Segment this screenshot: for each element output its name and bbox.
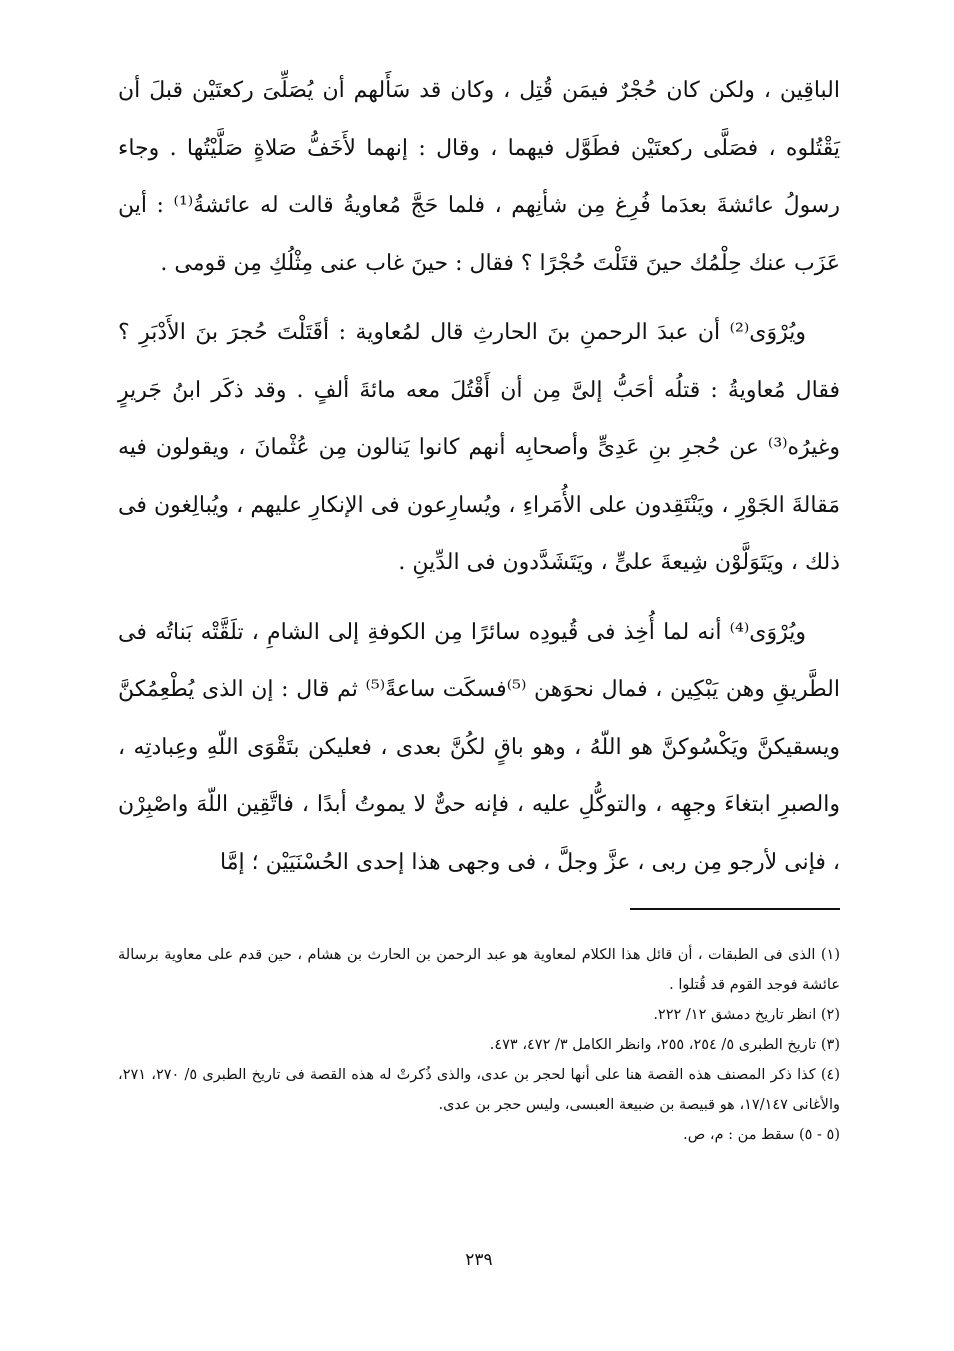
paragraph: الباقِين ، ولكن كان حُجْرٌ فيمَن قُتِل ، وكان قد سَأَلهم أن يُصَلِّىَ ركعتَيْن قبلَ أن يَقْتُلوه ، فصَلَّى ركعتَيْن فطَوَّل فيهما ، وقال : إنهما لأَخَفُّ صَلاةٍ صَلَّيْتُها . وجاء رسولُ عائشةَ بعدَما فُرِغ مِن شأنِهم ، فلما حَجَّ مُعاويةُ قالت له عائشةُ⁽¹⁾ : أين عَزَب عنك حِلْمُك حينَ قتَلْتَ حُجْرًا ؟ فقال : حينَ غاب عنى مِثْلُكِ مِن قومى . <box>118 78 840 276</box>
footnote: (١) الذى فى الطبقات ، أن قائل هذا الكلام لمعاوية هو عبد الرحمن بن الحارث بن هشام ، حين قدم على معاوية برسالة عائشة فوجد القوم قد قُتلوا . <box>118 947 840 993</box>
footnote: (٥ - ٥) سقط من : م، ص. <box>683 1127 840 1143</box>
footnote: (٢) انظر تاريخ دمشق ١٢/ ٢٢٢. <box>653 1007 840 1023</box>
page-number: ٢٣٩ <box>465 1250 493 1270</box>
footnote: (٤) كذا ذكر المصنف هذه القصة هنا على أنها لحجر بن عدى، والذى ذُكرتْ له هذه القصة فى تاريخ الطبرى ٥/ ٢٧٠، ٢٧١، والأغانى ١٧/١٤٧، هو قبيصة بن ضبيعة العبسى، وليس حجر بن عدى. <box>118 1067 840 1113</box>
paragraph: ويُرْوَى⁽²⁾ أن عبدَ الرحمنِ بنَ الحارثِ قال لمُعاوية : أقَتَلْتَ حُجرَ بنَ الأَدْبَرِ ؟ فقال مُعاويةُ : قتلُه أحَبُّ إلىَّ مِن أن أَقْتُلَ معه مائةَ ألفٍ . وقد ذكَر ابنُ جَريرٍ وغيرُه⁽³⁾ عن حُجرِ بنِ عَدِىٍّ وأصحابِه أنهم كانوا يَنالون مِن عُثْمانَ ، ويقولون فيه مَقالةَ الجَوْرِ ، ويَنْتَقِدون على الأُمَراءِ ، ويُسارِعون فى الإنكارِ عليهم ، ويُبالِغون فى ذلك ، ويَتَوَلَّوْن شِيعةَ علىٍّ ، ويَتَشَدَّدون فى الدِّينِ . <box>118 320 840 575</box>
footnotes <box>118 940 840 1150</box>
footnote-separator <box>630 908 840 910</box>
main-text <box>118 62 840 891</box>
footnote: (٣) تاريخ الطبرى ٥/ ٢٥٤، ٢٥٥، وانظر الكامل ٣/ ٤٧٢، ٤٧٣. <box>489 1037 840 1053</box>
paragraph: ويُرْوَى⁽⁴⁾ أنه لما أُخِذ فى قُيودِه سائرًا مِن الكوفةِ إلى الشامِ ، تلَقَّتْه بَناتُه فى الطَّريقِ وهن يَبْكِين ، فمال نحوَهن ⁽⁵⁾فسكَت ساعةً⁽⁵⁾ ثم قال : إن الذى يُطْعِمُكنَّ ويسقيكنَّ ويَكْسُوكنَّ هو اللّهُ ، وهو باقٍ لكُنَّ بعدى ، فعليكن بتَقْوَى اللّهِ وعِبادتِه ، والصبرِ ابتغاءَ وجهِه ، والتوكُّلِ عليه ، فإنه حىٌّ لا يموتُ أبدًا ، فاتَّقِين اللّهَ واصْبِرْن ، فإنى لأرجو مِن ربى ، عزَّ وجلَّ ، فى وجهى هذا إحدى الحُسْنَيَيْن ؛ إمَّا <box>118 619 840 875</box>
book-page <box>118 62 840 1270</box>
